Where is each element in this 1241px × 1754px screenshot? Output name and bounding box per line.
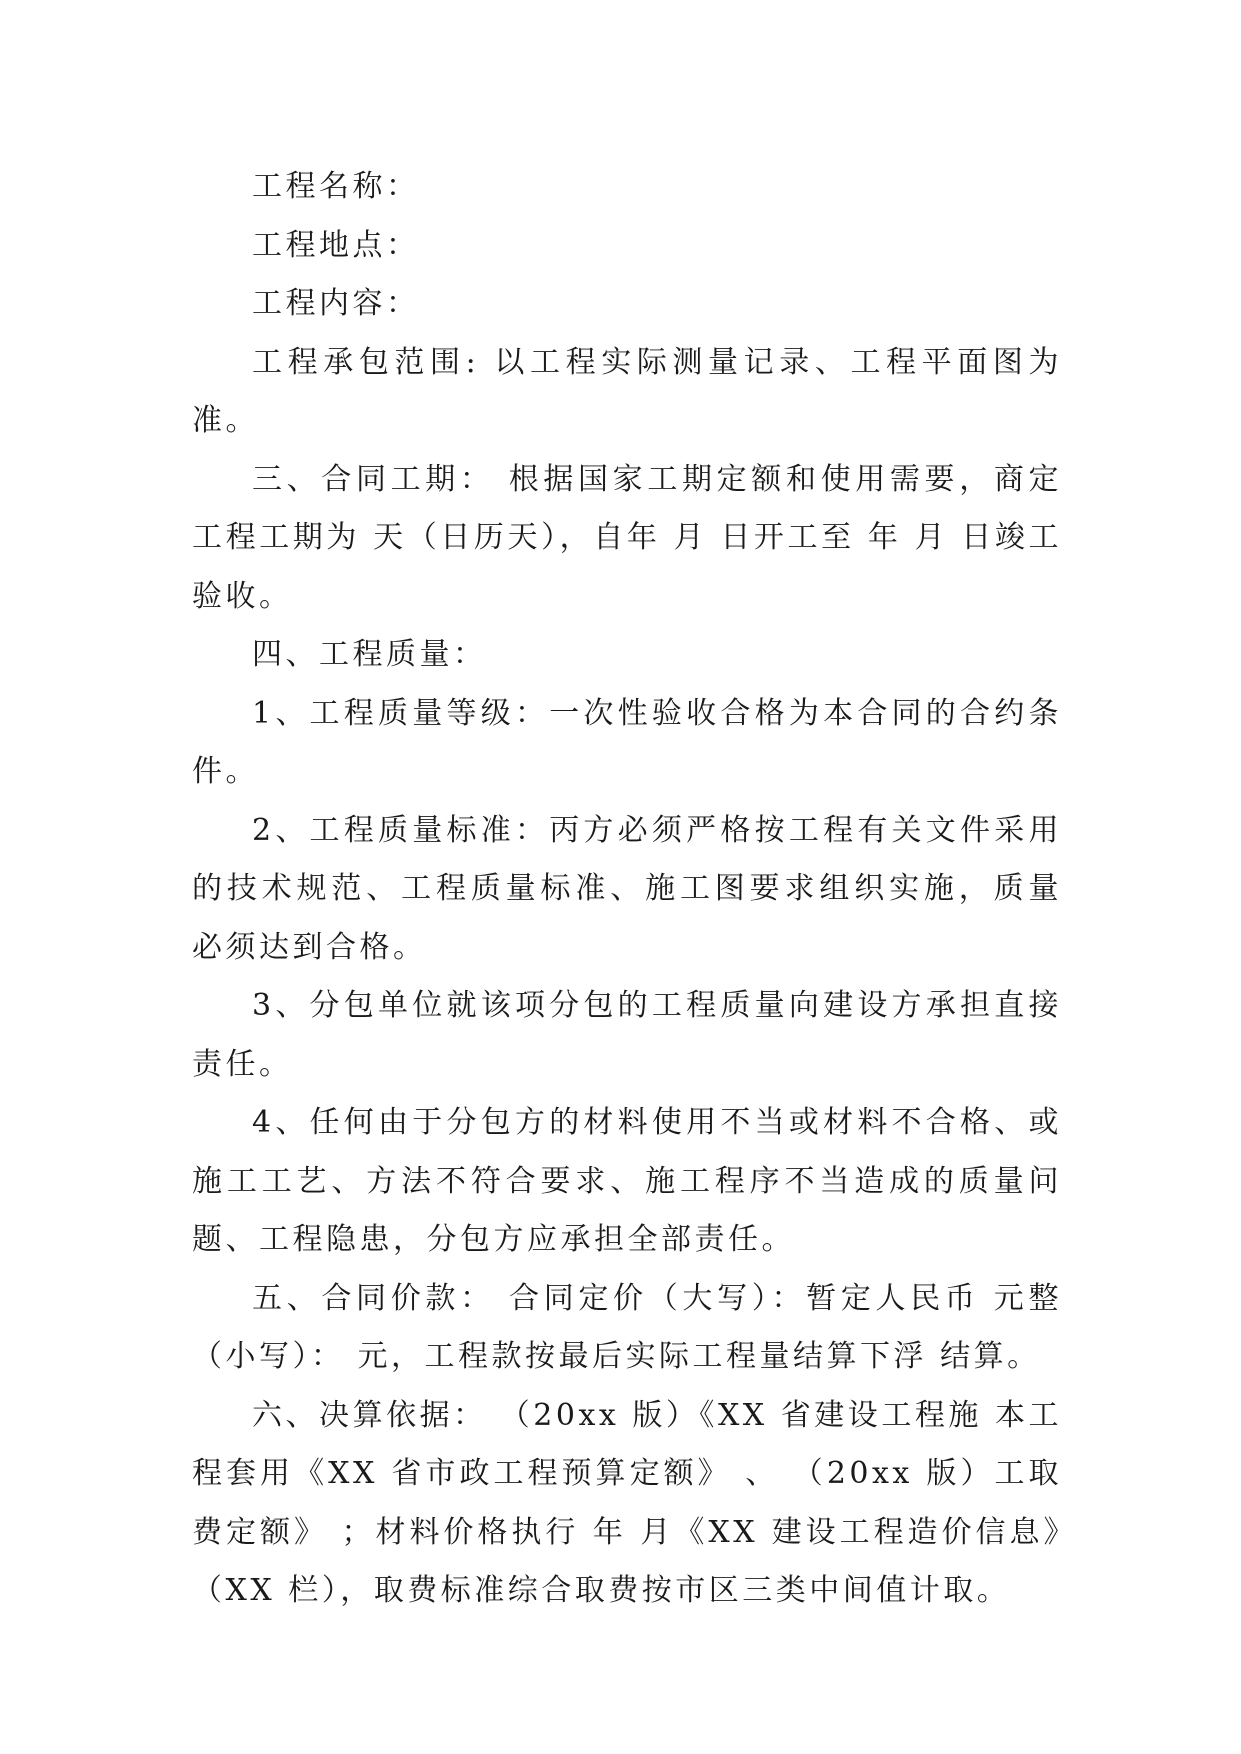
paragraph-project-content: 工程内容： bbox=[252, 286, 420, 321]
paragraph-contract-period: 三、合同工期： 根据国家工期定额和使用需要，商定工程工期为 天（日历天），自年 月 日开工至 年 月 日竣工验收。 bbox=[192, 461, 1062, 614]
paragraph-contract-price: 五、合同价款： 合同定价（大写）：暂定人民币 元整（小写）： 元，工程款按最后实际工程量结算下浮 结算。 bbox=[192, 1280, 1062, 1374]
paragraph-quality-grade: 1、工程质量等级：一次性验收合格为本合同的合约条件。 bbox=[192, 695, 1062, 789]
document-body bbox=[192, 158, 1062, 1621]
paragraph-subcontractor-responsibility: 3、分包单位就该项分包的工程质量向建设方承担直接责任。 bbox=[192, 988, 1062, 1082]
paragraph-settlement-basis: 六、决算依据： （20xx 版）《XX 省建设工程施 本工程套用《XX 省市政工程预算定额》 、 （20xx 版）工取费定额》 ；材料价格执行 年 月《XX 建设工程造价信息》（XX 栏），取费标准综合取费按市区三类中间值计取。 bbox=[192, 1397, 1062, 1608]
paragraph-quality-liability: 4、任何由于分包方的材料使用不当或材料不合格、或施工工艺、方法不符合要求、施工程序不当造成的质量问题、工程隐患，分包方应承担全部责任。 bbox=[192, 1105, 1062, 1257]
paragraph-project-location: 工程地点： bbox=[252, 227, 420, 263]
heading-project-quality: 四、工程质量： bbox=[252, 637, 487, 672]
paragraph-project-name: 工程名称： bbox=[252, 169, 420, 204]
paragraph-quality-standard: 2、工程质量标准：丙方必须严格按工程有关文件采用的技术规范、工程质量标准、施工图要求组织实施，质量必须达到合格。 bbox=[192, 812, 1062, 965]
paragraph-contract-scope: 工程承包范围: 以工程实际测量记录、工程平面图为准。 bbox=[192, 344, 1062, 438]
